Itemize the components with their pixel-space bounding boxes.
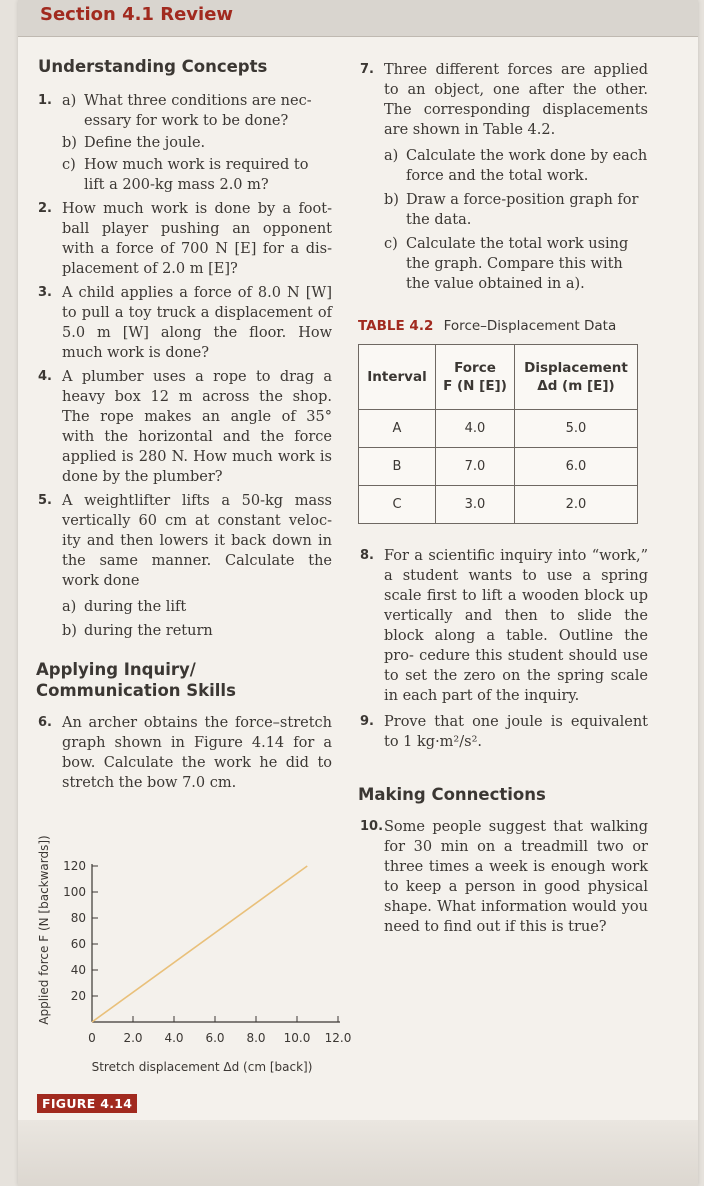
- question-8: [358, 546, 648, 706]
- y-tick-label: 40: [70, 963, 86, 977]
- cell-displacement: 2.0: [515, 486, 638, 524]
- question-number: 9.: [360, 714, 374, 729]
- cell-force: 3.0: [436, 486, 515, 524]
- question-5b: [62, 621, 332, 641]
- table-caption: [358, 316, 648, 336]
- table-row: [359, 486, 638, 524]
- question-number: 8.: [360, 548, 374, 563]
- question-1b: [62, 133, 332, 153]
- sub-label: a): [384, 148, 399, 164]
- page-bottom-shade: [18, 1120, 698, 1186]
- question-text: A plumber uses a rope to drag a heavy box 12 m across the shop. The rope makes an angle of 35° with the horizontal and the force applied is 280 N. How much work is done by the plumber?: [62, 369, 332, 485]
- question-2: [36, 199, 332, 279]
- question-text: Some people suggest that walking for 30 min on a treadmill two or three times a week is enough work to keep a person in good physical shape. What information would you need to find out if this is true?: [384, 819, 648, 935]
- question-7c: [384, 234, 648, 294]
- cell-interval: A: [359, 410, 436, 448]
- header-force-line2: F (N [E]): [443, 378, 507, 394]
- question-text: For a scientific inquiry into “work,” a student wants to use a spring scale first to lift a wooden block up vertically and then to slide the block along a table. Outline the pro- cedure this student should use to set the zero on the spring scale in each part of the inquiry.: [384, 548, 648, 704]
- question-number: 3.: [38, 285, 52, 300]
- x-tick-label: 8.0: [246, 1031, 266, 1045]
- question-3: [36, 283, 332, 363]
- table-caption-text: Force–Displacement Data: [443, 318, 617, 334]
- question-text: Three different forces are applied to an object, one after the other. The corresponding displacements are shown in Table 4.2.: [384, 62, 648, 138]
- x-axis-label: Stretch displacement Δd (cm [back]): [91, 1060, 313, 1074]
- question-number: 5.: [38, 493, 52, 508]
- sub-label: a): [62, 599, 77, 615]
- question-text: A child applies a force of 8.0 N [W] to pull a toy truck a displacement of 5.0 m [W] along the floor. How much work is done?: [62, 285, 332, 361]
- y-tick-label: 80: [70, 911, 86, 925]
- figure-label: FIGURE 4.14: [37, 1094, 137, 1113]
- force-stretch-graph: [34, 836, 364, 1076]
- table-caption-label: TABLE 4.2: [358, 318, 434, 334]
- figure-4-14-chart: [34, 836, 364, 1076]
- question-text: Prove that one joule is equivalent to 1 kg·m²/s².: [384, 714, 648, 750]
- x-tick-label: 4.0: [164, 1031, 184, 1045]
- y-axis-label: Applied force F (N [backwards]): [37, 836, 51, 1025]
- heading-applying-line1: Applying Inquiry/: [36, 660, 196, 679]
- cell-interval: B: [359, 448, 436, 486]
- question-number: 6.: [38, 715, 52, 730]
- question-text: An archer obtains the force–stretch graph shown in Figure 4.14 for a bow. Calculate the work he did to stretch the bow 7.0 cm.: [62, 715, 332, 791]
- y-tick-label: 60: [70, 937, 86, 951]
- cell-interval: C: [359, 486, 436, 524]
- question-1: [36, 91, 332, 195]
- x-tick-label: 0: [88, 1031, 96, 1045]
- header-displacement-line2: Δd (m [E]): [537, 378, 615, 394]
- x-tick-label: 12.0: [324, 1031, 352, 1045]
- question-text: Define the joule.: [84, 135, 206, 151]
- sub-label: b): [62, 623, 77, 639]
- heading-applying-line2: Communication Skills: [36, 681, 236, 700]
- question-text: Draw a force-position graph for the data.: [406, 192, 639, 228]
- question-number: 2.: [38, 201, 52, 216]
- question-text: A weightlifter lifts a 50-kg mass vertically 60 cm at constant veloc- ity and then lowers it back down in the same manner. Calculate the work done: [62, 493, 332, 589]
- sub-label: b): [62, 135, 77, 151]
- sub-label: b): [384, 192, 399, 208]
- header-displacement: [515, 345, 638, 410]
- y-tick-label: 20: [70, 989, 86, 1003]
- sub-label: a): [62, 93, 77, 109]
- header-force-line1: Force: [454, 360, 496, 376]
- question-number: 1.: [38, 93, 52, 108]
- question-7a: [384, 146, 648, 186]
- question-5a: [62, 597, 332, 617]
- question-7b: [384, 190, 648, 230]
- question-4: [36, 367, 332, 487]
- question-5: [36, 491, 332, 641]
- question-text: Calculate the total work using the graph. Compare this with the value obtained in a).: [406, 236, 629, 292]
- question-number: 7.: [360, 62, 374, 77]
- table-header-row: [359, 345, 638, 410]
- right-column: [358, 52, 648, 941]
- header-force: [436, 345, 515, 410]
- section-title: Section 4.1 Review: [40, 4, 234, 25]
- header-displacement-line1: Displacement: [524, 360, 628, 376]
- cell-force: 4.0: [436, 410, 515, 448]
- question-text: How much work is required to lift a 200-kg mass 2.0 m?: [84, 157, 309, 193]
- cell-displacement: 6.0: [515, 448, 638, 486]
- heading-connections: Making Connections: [358, 785, 546, 804]
- question-1a: [62, 91, 332, 131]
- question-9: [358, 712, 648, 752]
- x-tick-label: 2.0: [123, 1031, 143, 1045]
- question-10: [358, 817, 648, 937]
- question-text: What three conditions are nec- essary for work to be done?: [84, 93, 312, 129]
- heading-understanding: Understanding Concepts: [38, 57, 268, 76]
- header-interval: Interval: [359, 345, 436, 410]
- question-7: [358, 60, 648, 294]
- left-column: [36, 52, 332, 797]
- question-number: 4.: [38, 369, 52, 384]
- x-tick-label: 10.0: [283, 1031, 311, 1045]
- sub-label: c): [384, 236, 398, 252]
- question-number: 10.: [360, 819, 384, 834]
- question-text: during the lift: [84, 599, 187, 615]
- series-line: [92, 866, 307, 1022]
- x-tick-label: 6.0: [205, 1031, 225, 1045]
- force-displacement-table: [358, 344, 638, 524]
- y-tick-label: 100: [63, 885, 86, 899]
- question-1c: [62, 155, 332, 195]
- cell-displacement: 5.0: [515, 410, 638, 448]
- question-6: [36, 713, 332, 793]
- question-text: How much work is done by a foot- ball player pushing an opponent with a force of 700 N [E] for a dis- placement of 2.0 m [E]?: [62, 201, 332, 277]
- sub-label: c): [62, 157, 76, 173]
- table-row: [359, 448, 638, 486]
- cell-force: 7.0: [436, 448, 515, 486]
- y-tick-label: 120: [63, 859, 86, 873]
- question-text: during the return: [84, 623, 213, 639]
- table-row: [359, 410, 638, 448]
- question-text: Calculate the work done by each force and the total work.: [406, 148, 648, 184]
